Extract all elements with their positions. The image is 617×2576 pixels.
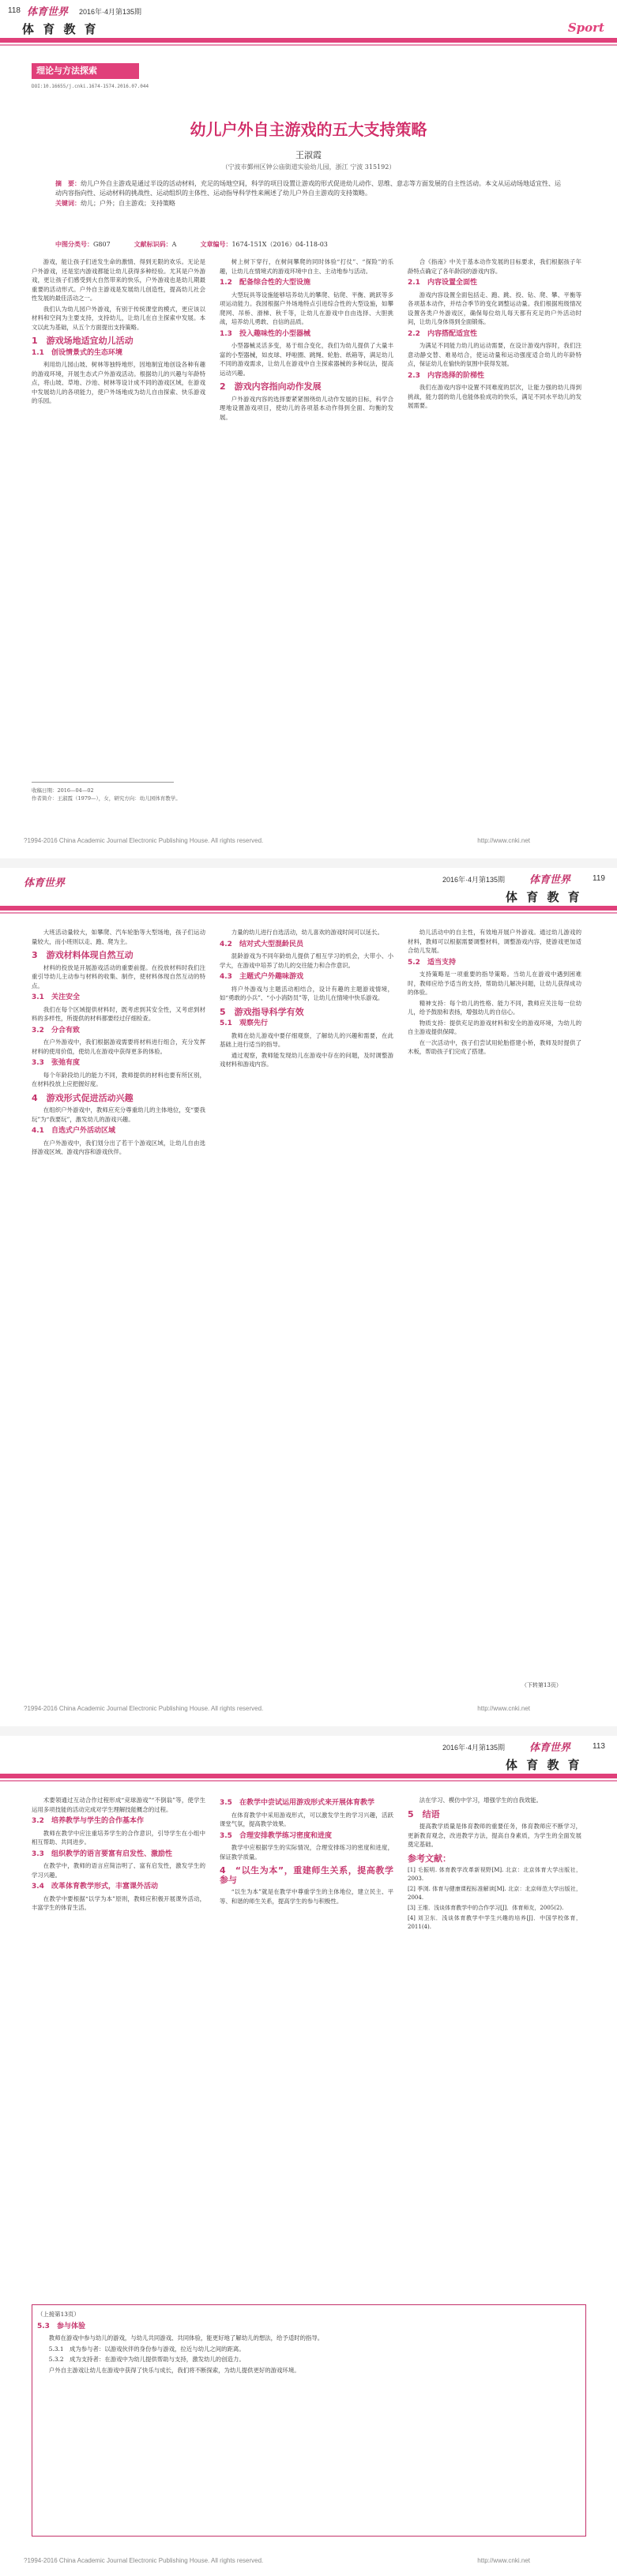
paragraph: 材料的投放是开展游戏活动的重要前提。在投放材料时我们注重引导幼儿主动参与材料的收集、制作，使材料体现自然互动的特点。 <box>32 963 205 989</box>
reference-item: [2] 季浏. 体育与健康课程标准解读[M]. 北京：北京师范大学出版社，2004. <box>408 1886 581 1901</box>
section-tag: 理论与方法探索 <box>32 63 139 79</box>
section-heading: 1 游戏场地适宜幼儿活动 <box>32 336 134 346</box>
paragraph: 小型器械灵活多变，易于组合变化，我们为幼儿提供了大量丰富的小型器械，如皮球、呼啦圈、跳绳、轮胎、纸箱等，满足幼儿不同的游戏需求，让幼儿在游戏中自主探索器械的多种玩法，提高运动兴趣。 <box>220 342 393 377</box>
page-number: 118 <box>8 6 21 15</box>
subsection-heading: 1.3 投入趣味性的小型器械 <box>220 329 310 338</box>
paragraph: 教师在教学中应注重培养学生的合作意识，引导学生在小组中相互帮助、共同进步。 <box>32 1829 205 1846</box>
column-1 <box>32 257 205 423</box>
subsection-heading: 5.3 参与体验 <box>37 2322 85 2330</box>
paragraph: 树上树下穿行，在树间攀爬的同时体验“打仗”、“探险”的乐趣，让幼儿在情境式的游戏环境中自主、主动地参与活动。 <box>220 258 393 275</box>
subsection-heading: 3.3 张弛有度 <box>32 1059 80 1067</box>
abstract <box>55 178 561 208</box>
paragraph: 我们认为幼儿园户外游戏，有别于传统课堂的模式，更应该以材料和空间为主要支持，支持幼儿，让幼儿在自主探索中发展。本文以此为基础，从五个方面提出支持策略。 <box>32 305 205 331</box>
paragraph: 户外游戏内容的选择要紧紧围绕幼儿动作发展的目标，科学合理地设置游戏项目，使幼儿的各项基本动作得到全面、均衡的发展。 <box>220 395 393 421</box>
paragraph: 术要领通过互动合作过程形成“竞球游戏”“不倒翁”等，使学生运用多项技能的活动完成对学生理解技能概念的过程。 <box>32 1797 205 1813</box>
paragraph: 幼儿活动中的自主性，有效地开展户外游戏。通过幼儿游戏的材料，教师可以根据需要调整材料，调整游戏内容，使游戏更加适合幼儿发展。 <box>408 929 581 954</box>
paragraph: 在组织户外游戏中，教师应充分尊重幼儿的主体地位，变“要我玩”为“我要玩”，激发幼儿的游戏兴趣。 <box>32 1106 205 1123</box>
column-2 <box>220 928 393 1158</box>
paragraph: 大班活动量较大，如攀爬、汽车轮胎等大型场地，孩子们运动量较大，而小班则以走、跑、爬为主。 <box>32 929 205 945</box>
paragraph: 教师在幼儿游戏中要仔细观察，了解幼儿的兴趣和需要，在此基础上进行适当的指导。 <box>220 1031 393 1048</box>
column-2 <box>220 257 393 423</box>
paragraph: 我们在每个区域提供材料时，既考虑到其安全性，又考虑到材料的多样性，所提供的材料都要经过仔细检查。 <box>32 1005 205 1022</box>
subsection-heading: 3.5 合理安排教学练习密度和进度 <box>220 1831 332 1840</box>
paragraph: 力量的幼儿进行自选活动，幼儿喜欢的游戏时间可以延长。 <box>231 929 383 936</box>
paragraph: 合《指南》中关于基本动作发展的目标要求，我们根据孩子年龄特点确定了各年龄段的游戏内容。 <box>408 258 581 275</box>
abstract-text: 幼儿户外自主游戏是通过半设的活动材料，充足的场地空间，科学的项目设置让游戏的形式促进幼儿动作、思维、意志等方面发展的自主性活动。本文从运动场地适宜性、运动内容指向性、运动材料的挑战性、运动组织的主体性、运动指导科学性来阐述了幼儿户外自主游戏的支持策略。 <box>55 180 561 197</box>
paragraph: 在户外游戏中，我们根据游戏需要将材料进行组合，充分发挥材料的使用价值，使幼儿在游戏中获得更多的体验。 <box>32 1038 205 1055</box>
subsection-heading: 3.3 组织教学的语言要富有启发性、激励性 <box>32 1849 172 1858</box>
body-columns <box>32 257 581 423</box>
paragraph: 教学中应根据学生的实际情况，合理安排练习的密度和进度，保证教学质量。 <box>220 1844 393 1861</box>
paragraph: 在体育教学中采用游戏形式，可以激发学生的学习兴趣，活跃课堂气氛，提高教学效果。 <box>220 1811 393 1827</box>
paragraph: 游戏内容设置全面包括走、跑、跳、投、钻、爬、攀、平衡等各项基本动作，并结合季节的变化调整运动量。我们根据班级情况设置各类户外游戏区，确保每位幼儿每天都有充足的户外活动时间，让幼儿身体得到全面锻炼。 <box>408 291 581 325</box>
copyright: ?1994-2016 China Academic Journal Electronic Publishing House. All rights reserved. <box>24 1705 264 1712</box>
paragraph: 游戏，能让孩子们迸发生命的激情、得到无限的欢乐。无论是户外游戏，还是室内游戏都能让幼儿获得多种经验。尤其是户外游戏，更让孩子们感受到大自然带来的快乐，户外游戏也是幼儿期最重要的活动形式。户外自主游戏是发展幼儿创造性，提高幼儿社会性发展的最佳活动之一。 <box>32 258 205 302</box>
journal-logo: 体育世界 <box>27 6 69 18</box>
classification-line <box>55 240 561 249</box>
paragraph: 支持策略是一项重要的指导策略。当幼儿在游戏中遇到困难时，教师应给予适当的支持，帮助幼儿解决问题，让幼儿获得成功的体验。 <box>408 971 581 996</box>
reference-item: [3] 王维．浅谈体育教学中的合作学习[J]．体育师友，2005(2). <box>408 1905 564 1911</box>
doi-line: DOI:10.16655/j.cnki.1674-1574.2016.07.044 <box>32 84 149 89</box>
subsection-heading: 5.2 适当支持 <box>408 958 456 967</box>
received-date: 收稿日期：2016—04—02 <box>32 787 94 794</box>
paragraph: “以生为本”就是在教学中尊重学生的主体地位，建立民主、平等、和谐的师生关系，提高学生的参与积极性。 <box>220 1888 393 1905</box>
references-heading: 参考文献： <box>408 1853 451 1864</box>
header-bar <box>0 1774 617 1778</box>
website-link[interactable]: http://www.cnki.net <box>477 1705 530 1712</box>
header-bar <box>0 38 617 43</box>
subsection-heading: 1.1 创设情景式的生态环境 <box>32 348 122 357</box>
doc-code-label: 文献标识码： <box>134 240 172 248</box>
author: 王淑霞 <box>295 150 322 160</box>
page-gap <box>0 858 617 868</box>
footnote-rule <box>32 782 174 783</box>
paragraph: 户外自主游戏让幼儿在游戏中获得了快乐与成长，我们将不断探索，为幼儿提供更好的游戏环境。 <box>48 2366 300 2374</box>
continued-box <box>32 2304 586 2537</box>
paragraph: 在教学中要根据“以学为本”原则，教师应积极开展课外活动，丰富学生的体育生活。 <box>32 1894 205 1911</box>
subsection-heading: 3.2 培养教学与学生的合作基本作 <box>32 1817 144 1825</box>
page-119 <box>0 868 617 1726</box>
subsection-heading: 4.3 主题式户外趣味游戏 <box>220 973 303 981</box>
paragraph: 为满足不同能力幼儿的运动需要，在设计游戏内容时，我们注意动静交替、难易结合，使运动量和运动强度适合幼儿的年龄特点，保证幼儿在愉快的氛围中获得发展。 <box>408 342 581 367</box>
paragraph: 5.3.2 成为支持者：在游戏中为幼儿提供帮助与支持，激发幼儿的创造力。 <box>48 2356 245 2363</box>
page-gap <box>0 1726 617 1736</box>
issue-info: 2016年·4月第135期 <box>442 876 506 884</box>
subsection-heading: 2.3 内容选择的阶梯性 <box>408 371 484 380</box>
section-heading: 3 游戏材料体现自然互动 <box>32 950 134 960</box>
paragraph: 将户外游戏与主题活动相结合，设计有趣的主题游戏情境，如“勇敢的小兵”、“小小消防员”等，让幼儿在情境中快乐游戏。 <box>220 985 393 1001</box>
subsection-heading: 4.2 结对式大型混龄民员 <box>220 940 303 948</box>
page-118 <box>0 0 617 858</box>
column-en: Sport <box>567 21 604 35</box>
paragraph: 大型玩具等设施能够培养幼儿的攀爬、钻爬、平衡、跳跃等多项运动能力。我园根据户外场地特点引进综合性的大型设施，如攀爬网、吊桥、滑梯、秋千等，让幼儿在游戏中自由选择、大胆挑战，培养幼儿勇敢、自信的品质。 <box>220 291 393 325</box>
clc-label: 中图分类号： <box>55 240 93 248</box>
column-title: 体 育 教 育 <box>22 22 99 36</box>
article-id-value: 1674-151X（2016）04-118-03 <box>231 241 328 248</box>
issue-info: 2016年·4月第135期 <box>442 1744 506 1752</box>
column-3 <box>408 257 581 423</box>
abstract-label: 摘 要： <box>55 179 81 187</box>
keywords-text: 幼儿；户外；自主游戏；支持策略 <box>81 200 175 207</box>
page-number: 113 <box>593 1742 605 1751</box>
page-header <box>0 0 617 51</box>
subsection-heading: 3.2 分合有致 <box>32 1026 80 1035</box>
section-heading: 2 游戏内容指向动作发展 <box>220 381 322 392</box>
paragraph: 每个年龄段幼儿的能力不同，教师提供的材料也要有所区别，在材料投放上应把握好度。 <box>32 1071 205 1087</box>
section-heading: 4 “以生为本”，重建师生关系，提高教学参与 <box>220 1865 393 1885</box>
reference-item: [1] 毛振明. 体育教学改革新视野[M]. 北京：北京体育大学出版社，2003. <box>408 1867 581 1882</box>
paragraph: 在一次活动中，孩子们尝试用轮胎搭建小桥，教师及时提供了木板，帮助孩子们完成了搭建。 <box>408 1038 581 1055</box>
paragraph: 法在学习、模仿中学习，增强学生的自我效能。 <box>419 1797 543 1804</box>
paragraph: 通过观察，教师能发现幼儿在游戏中存在的问题，及时调整游戏材料和游戏内容。 <box>220 1051 393 1068</box>
column-title: 体 育 教 育 <box>506 890 582 904</box>
journal-logo: 体育世界 <box>529 1742 571 1754</box>
references-list <box>408 1866 581 1932</box>
copyright: ?1994-2016 China Academic Journal Electronic Publishing House. All rights reserved. <box>24 2557 264 2564</box>
column-1 <box>32 928 205 1158</box>
column-2 <box>220 1796 393 1933</box>
header-bar-thin <box>0 1780 617 1782</box>
copyright: ?1994-2016 China Academic Journal Electronic Publishing House. All rights reserved. <box>24 837 264 844</box>
section-heading: 5 游戏指导科学有效 <box>220 1006 304 1017</box>
paragraph: 利用幼儿园山坡、树林等独特地形，因地制宜地创设各种有趣的游戏环境，开展生态式户外游戏活动。根据幼儿的兴趣与年龄特点，将山坡、草地、沙池、树林等设计成不同的游戏区域，在游戏中发展幼儿的各项能力，使户外场地成为幼儿自由探索、快乐游戏的乐园。 <box>32 361 205 404</box>
body-columns <box>32 1796 581 1933</box>
header-bar <box>0 906 617 911</box>
subsection-heading: 5.1 观察先行 <box>220 1020 268 1027</box>
column-title: 体 育 教 育 <box>506 1758 582 1772</box>
header-bar-thin <box>0 44 617 46</box>
footnote <box>32 787 237 802</box>
website-link[interactable]: http://www.cnki.net <box>477 837 530 844</box>
issue-info: 2016年·4月第135期 <box>79 8 142 16</box>
page-number: 119 <box>593 874 605 883</box>
website-link[interactable]: http://www.cnki.net <box>477 2557 530 2564</box>
column-3 <box>408 928 581 1158</box>
subsection-heading: 2.1 内容设置全面性 <box>408 279 477 287</box>
keywords-label: 关键词： <box>55 199 81 207</box>
paragraph: 我们在游戏内容中设置不同难度的层次，让能力强的幼儿得到挑战，能力弱的幼儿也能体验成功的快乐，满足不同水平幼儿的发展需要。 <box>408 384 581 409</box>
doc-code-value: A <box>171 241 177 248</box>
column-1 <box>32 1796 205 1933</box>
paragraph: 在教学中，教师的语言应简洁明了、富有启发性，激发学生的学习兴趣。 <box>32 1862 205 1879</box>
column-3 <box>408 1796 581 1933</box>
reference-item: [4] 刘卫东．浅谈体育教学中学生兴趣的培养[J]．中国学校体育，2011(4). <box>408 1915 581 1930</box>
paragraph: 教师在游戏中参与幼儿的游戏，与幼儿共同游戏、共同体验，能更好地了解幼儿的想法，给予适时的指导。 <box>48 2334 324 2341</box>
page-113 <box>0 1736 617 2576</box>
affiliation: （宁波市鄞州区钟公庙街道实验幼儿园，浙江 宁波 315192） <box>221 163 396 171</box>
subsection-heading: 3.1 关注安全 <box>32 993 80 1001</box>
article-id-label: 文章编号： <box>200 240 232 248</box>
page-header <box>0 1736 617 1786</box>
clc-value: G807 <box>93 241 111 248</box>
paragraph: 精神支持：每个幼儿的性格、能力不同，教师应关注每一位幼儿，给予鼓励和表扬，增强幼儿的自信心。 <box>408 999 581 1016</box>
page-header <box>0 868 617 918</box>
header-bar-thin <box>0 912 617 914</box>
author-bio: 作者简介：王淑霞（1979—），女，研究方向：幼儿园体育教学。 <box>32 795 181 802</box>
journal-logo: 体育世界 <box>24 877 66 889</box>
paragraph: 物质支持：提供充足的游戏材料和安全的游戏环境，为幼儿的自主游戏提供保障。 <box>408 1019 581 1035</box>
paragraph: 在户外游戏中，我们划分出了若干个游戏区域，让幼儿自由选择游戏区域、游戏内容和游戏伙伴。 <box>32 1139 205 1155</box>
journal-logo-right: 体育世界 <box>529 874 571 886</box>
continued-from: （上接第13页） <box>37 2311 80 2318</box>
paragraph: 混龄游戏为不同年龄幼儿提供了相互学习的机会，大带小、小学大，在游戏中培养了幼儿的交往能力和合作意识。 <box>220 952 393 969</box>
subsection-heading: 3.5 在教学中尝试运用游戏形式来开展体育教学 <box>220 1799 374 1807</box>
paragraph: 提高教学质量是体育教师的重要任务，体育教师应不断学习，更新教育观念，改进教学方法，提高自身素质，为学生的全面发展奠定基础。 <box>408 1823 581 1848</box>
subsection-heading: 2.2 内容搭配适宜性 <box>408 329 477 338</box>
section-heading: 4 游戏形式促进活动兴趣 <box>32 1092 134 1103</box>
body-columns <box>32 928 581 1158</box>
subsection-heading: 4.1 自选式户外活动区域 <box>32 1127 115 1135</box>
continued-note: （下转第13页） <box>521 1682 562 1688</box>
subsection-heading: 1.2 配备综合性的大型设施 <box>220 279 310 287</box>
section-heading: 5 结语 <box>408 1808 440 1819</box>
article-title: 幼儿户外自主游戏的五大支持策略 <box>190 120 427 139</box>
paragraph: 5.3.1 成为参与者：以游戏伙伴的身份参与游戏，拉近与幼儿之间的距离。 <box>48 2345 245 2353</box>
subsection-heading: 3.4 改革体育教学形式，丰富课外活动 <box>32 1883 158 1891</box>
